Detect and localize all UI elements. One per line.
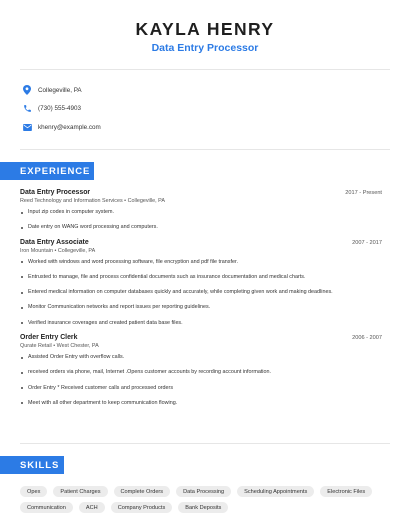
- job-company: Iron Mountain: [20, 247, 53, 254]
- skill-chip: Scheduling Appointments: [237, 486, 314, 497]
- divider: [20, 69, 390, 70]
- bullet-item: Verified insurance coverages and created patient data base files.: [20, 320, 382, 327]
- bullet-item: Assisted Order Entry with overflow calls.: [20, 354, 382, 361]
- divider: [20, 443, 390, 444]
- map-pin-icon: [20, 83, 34, 97]
- skills-list: [20, 486, 390, 518]
- skill-row: [20, 486, 390, 497]
- bullet-item: Worked with windows and word processing software, file encryption and pdf file transfer.: [20, 259, 382, 266]
- job-company: Qurate Retail: [20, 343, 52, 350]
- job-title-heading: Data Entry Processor: [151, 42, 259, 54]
- job-title: Order Entry Clerk: [20, 334, 78, 342]
- contact-location: [20, 81, 101, 99]
- job-title: Data Entry Associate: [20, 238, 89, 246]
- job-location: West Chester, PA: [56, 343, 99, 350]
- experience-list: [20, 189, 382, 415]
- envelope-icon: [20, 120, 34, 134]
- skill-chip: Company Products: [111, 502, 173, 513]
- job-bullets: [20, 259, 382, 327]
- skill-chip: Data Processing: [176, 486, 231, 497]
- job-entry: [20, 334, 382, 407]
- bullet-item: Date entry on WANG word processing and computers.: [20, 224, 382, 231]
- skill-chip: ACH: [79, 502, 105, 513]
- job-dates: 2007 - 2017: [352, 239, 382, 246]
- bullet-item: Entrusted to manage, file and process confidential documents such as insurance documentation and medical charts.: [20, 274, 382, 281]
- job-company: Reed Technology and Information Services: [20, 198, 123, 204]
- bullet-item: Meet with all other department to keep communication flowing.: [20, 400, 382, 407]
- divider: [20, 149, 390, 150]
- job-company-location: Reed Technology and Information Services • Collegeville, PA: [20, 198, 165, 204]
- skill-chip: Opex: [20, 486, 47, 497]
- email-text: khenry@example.com: [38, 123, 101, 131]
- contact-phone: [20, 100, 101, 118]
- job-dates: 2006 - 2007: [352, 335, 382, 342]
- skill-chip: Complete Orders: [114, 486, 171, 497]
- skill-chip: Bank Deposits: [178, 502, 228, 513]
- bullet-item: received orders via phone, mail, Internet .Opens customer accounts by recording account information.: [20, 369, 382, 376]
- candidate-name: KAYLA HENRY: [135, 19, 275, 39]
- resume-header: [0, 0, 410, 55]
- contact-email: [20, 118, 101, 136]
- job-dates: 2017 - Present: [345, 190, 382, 196]
- bullet-item: Entered medical information on computer databases quickly and accurately, while completing given work and making deadlines.: [20, 289, 382, 296]
- skill-chip: Communication: [20, 502, 73, 513]
- job-entry: [20, 239, 382, 327]
- bullet-item: Monitor Communication networks and report issues per reporting guidelines.: [20, 304, 382, 311]
- skill-chip: Electronic Files: [320, 486, 372, 497]
- phone-icon: [20, 102, 34, 116]
- section-heading-experience: EXPERIENCE: [0, 162, 94, 180]
- contact-list: [20, 81, 101, 137]
- job-bullets: [20, 354, 382, 407]
- location-text: Collegeville, PA: [38, 86, 82, 94]
- phone-text: (730) 555-4903: [38, 105, 82, 112]
- job-location: Collegeville, PA: [57, 247, 96, 254]
- job-company-location: Qurate Retail • West Chester, PA: [20, 343, 99, 350]
- job-location: Collegeville, PA: [127, 198, 165, 204]
- skill-row: [20, 502, 390, 513]
- bullet-item: Input zip codes in computer system.: [20, 209, 382, 216]
- bullet-item: Order Entry * Received customer calls and processed orders: [20, 385, 382, 392]
- skill-chip: Patient Charges: [53, 486, 107, 497]
- section-heading-skills: SKILLS: [0, 456, 64, 474]
- job-entry: [20, 189, 382, 231]
- job-bullets: [20, 209, 382, 231]
- job-title: Data Entry Processor: [20, 189, 91, 196]
- job-company-location: Iron Mountain • Collegeville, PA: [20, 247, 96, 254]
